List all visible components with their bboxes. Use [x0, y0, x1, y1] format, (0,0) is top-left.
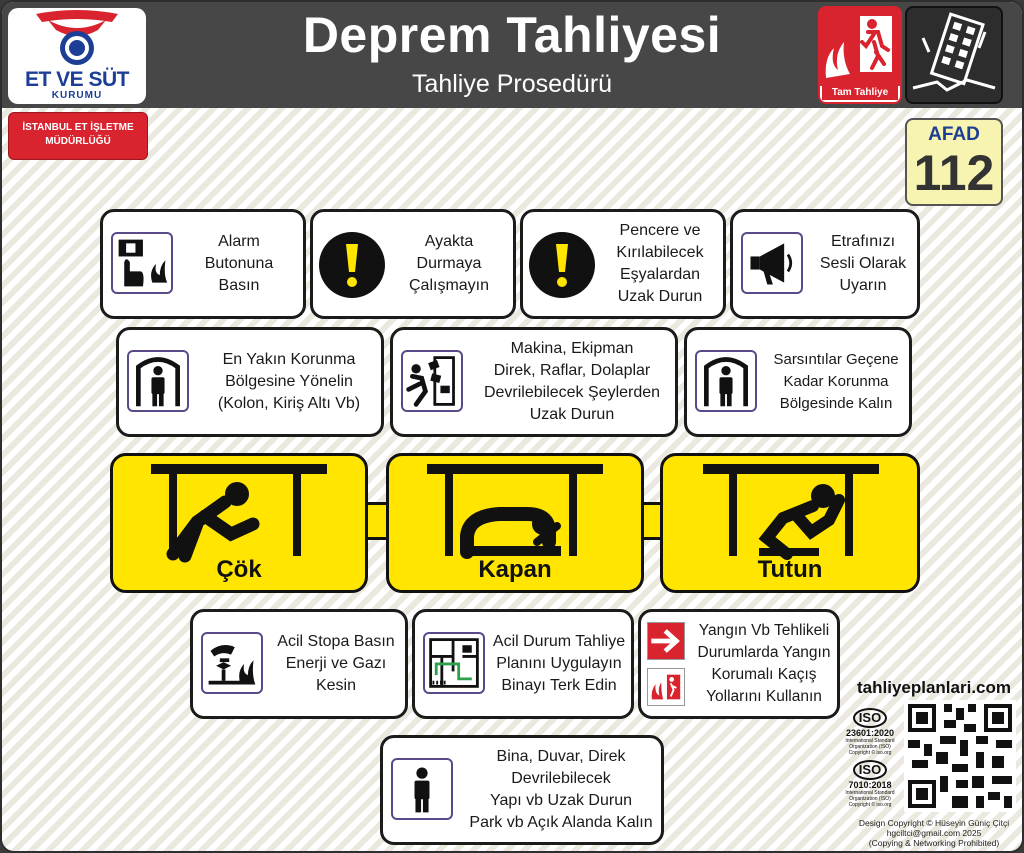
step-emergency-stop-line: Enerji ve Gazı [285, 655, 387, 672]
cover-icon [389, 460, 641, 568]
iso-logo: ISO [853, 760, 887, 780]
step-fire-escape-line: Korumalı Kaçış [711, 666, 817, 683]
step-open-area-line: Bina, Duvar, Direk [496, 748, 626, 765]
step-fire-escape [638, 609, 840, 719]
step-emergency-stop-line: Acil Stopa Basın [277, 633, 395, 650]
alarm-button-icon [111, 232, 173, 294]
arrow-right-icon [647, 622, 685, 660]
step-fire-escape-line: Yollarını Kullanın [706, 688, 822, 705]
step-dont-stand-line: Çalışmayın [408, 277, 490, 294]
step-away-from-windows-line: Pencere ve [619, 222, 701, 239]
step-dont-stand-line: Durmaya [416, 255, 482, 272]
step-go-safe-zone-line: En Yakın Korunma [222, 351, 356, 368]
step-go-safe-zone [116, 327, 384, 437]
step-away-from-objects-line: Devrilebilecek Şeylerden [483, 384, 661, 401]
qr-code-icon[interactable] [904, 700, 1016, 812]
page-title: Deprem Tahliyesi [302, 7, 722, 63]
step-warn-others-line: Uyarın [839, 277, 887, 294]
afad-name: AFAD [928, 124, 980, 145]
full-evacuation-sign [818, 6, 902, 104]
fire-exit-icon [647, 668, 685, 706]
step-hold-label: Tutun [757, 556, 823, 583]
iso-badge [844, 760, 896, 808]
org-badge-line1: İSTANBUL ET İŞLETME [22, 122, 134, 133]
afad-emergency-number [905, 118, 1003, 206]
step-open-area [380, 735, 664, 845]
step-evacuation-plan-line: Planını Uygulayın [496, 655, 622, 672]
copyright-line: hgciltci@gmail.com 2025 [886, 828, 982, 838]
step-hold [660, 453, 920, 593]
step-away-from-objects [390, 327, 678, 437]
falling-objects-icon [401, 350, 463, 412]
org-badge [8, 112, 148, 160]
step-evacuation-plan [412, 609, 634, 719]
megaphone-icon [741, 232, 803, 294]
page-subtitle: Tahliye Prosedürü [411, 70, 613, 98]
step-stay-safe-zone-line: Sarsıntılar Geçene [773, 351, 899, 368]
exclamation-icon [529, 232, 595, 298]
step-alarm-line: Basın [218, 277, 260, 294]
step-go-safe-zone-line: (Kolon, Kiriş Altı Vb) [217, 395, 361, 412]
copyright-text [844, 818, 1024, 848]
iso-small-text: International Standard Organization (ISO) Copyright © iso.org [845, 738, 895, 756]
exclamation-icon [319, 232, 385, 298]
safe-zone-icon [695, 350, 757, 412]
website-link[interactable]: tahliyeplanlari.com [857, 678, 1011, 697]
step-cover [386, 453, 644, 593]
copyright-line: Design Copyright © Hüseyin Güniç Çitçi [858, 818, 1010, 828]
step-warn-others-line: Sesli Olarak [819, 255, 907, 272]
iso-badge [844, 708, 896, 756]
org-badge-line2: MÜDÜRLÜĞÜ [45, 136, 111, 147]
step-away-from-windows [520, 209, 726, 319]
step-evacuation-plan-line: Binayı Terk Edin [501, 677, 617, 694]
iso-number: 7010:2018 [848, 780, 892, 790]
step-alarm [100, 209, 306, 319]
step-emergency-stop [190, 609, 408, 719]
iso-logo: ISO [853, 708, 887, 728]
step-away-from-windows-line: Kırılabilecek [616, 244, 704, 261]
step-warn-others [730, 209, 920, 319]
step-open-area-line: Park vb Açık Alanda Kalın [469, 814, 653, 831]
iso-number: 23601:2020 [845, 728, 895, 738]
safe-zone-icon [127, 350, 189, 412]
drop-icon [113, 460, 365, 568]
step-alarm-line: Butonuna [204, 255, 274, 272]
step-drop [110, 453, 368, 593]
iso-small-text: International Standard Organization (ISO) Copyright © iso.org [845, 790, 895, 808]
step-evacuation-plan-line: Acil Durum Tahliye [492, 633, 626, 650]
logo [8, 8, 146, 104]
step-away-from-windows-line: Uzak Durun [617, 288, 703, 305]
running-exit-icon [820, 8, 900, 86]
collapsing-building-sign [905, 6, 1003, 104]
step-drop-label: Çök [216, 556, 262, 583]
exit-sign-label: Tam Tahliye [822, 86, 898, 100]
step-away-from-windows-line: Eşyalardan [619, 266, 701, 283]
step-stay-safe-zone-line: Bölgesinde Kalın [779, 395, 893, 412]
step-dont-stand [310, 209, 516, 319]
step-stay-safe-zone [684, 327, 912, 437]
hold-icon [663, 460, 917, 568]
afad-number: 112 [913, 145, 995, 201]
step-fire-escape-line: Durumlarda Yangın [697, 644, 831, 661]
step-go-safe-zone-line: Bölgesine Yönelin [225, 373, 353, 390]
evacuation-plan-icon [423, 632, 485, 694]
person-outdoor-icon [391, 758, 453, 820]
step-stay-safe-zone-line: Kadar Korunma [783, 373, 889, 390]
step-warn-others-line: Etrafınızı [830, 233, 896, 250]
step-alarm-line: Alarm [218, 233, 260, 250]
step-open-area-line: Yapı vb Uzak Durun [490, 792, 632, 809]
step-dont-stand-line: Ayakta [424, 233, 474, 250]
logo-sub: KURUMU [51, 90, 103, 101]
step-open-area-line: Devrilebilecek [511, 770, 611, 787]
step-away-from-objects-line: Direk, Raflar, Dolaplar [493, 362, 651, 379]
logo-emblem-icon [8, 8, 146, 70]
step-fire-escape-line: Yangın Vb Tehlikeli [698, 622, 830, 639]
step-emergency-stop-line: Kesin [315, 677, 357, 694]
collapsing-building-icon [907, 8, 1001, 102]
copyright-line: (Copying & Networking Prohibited) [868, 838, 1000, 848]
step-away-from-objects-line: Uzak Durun [529, 406, 615, 423]
emergency-stop-icon [201, 632, 263, 694]
logo-name: ET VE SÜT [24, 68, 130, 91]
step-cover-label: Kapan [478, 556, 552, 583]
step-away-from-objects-line: Makina, Ekipman [510, 340, 634, 357]
